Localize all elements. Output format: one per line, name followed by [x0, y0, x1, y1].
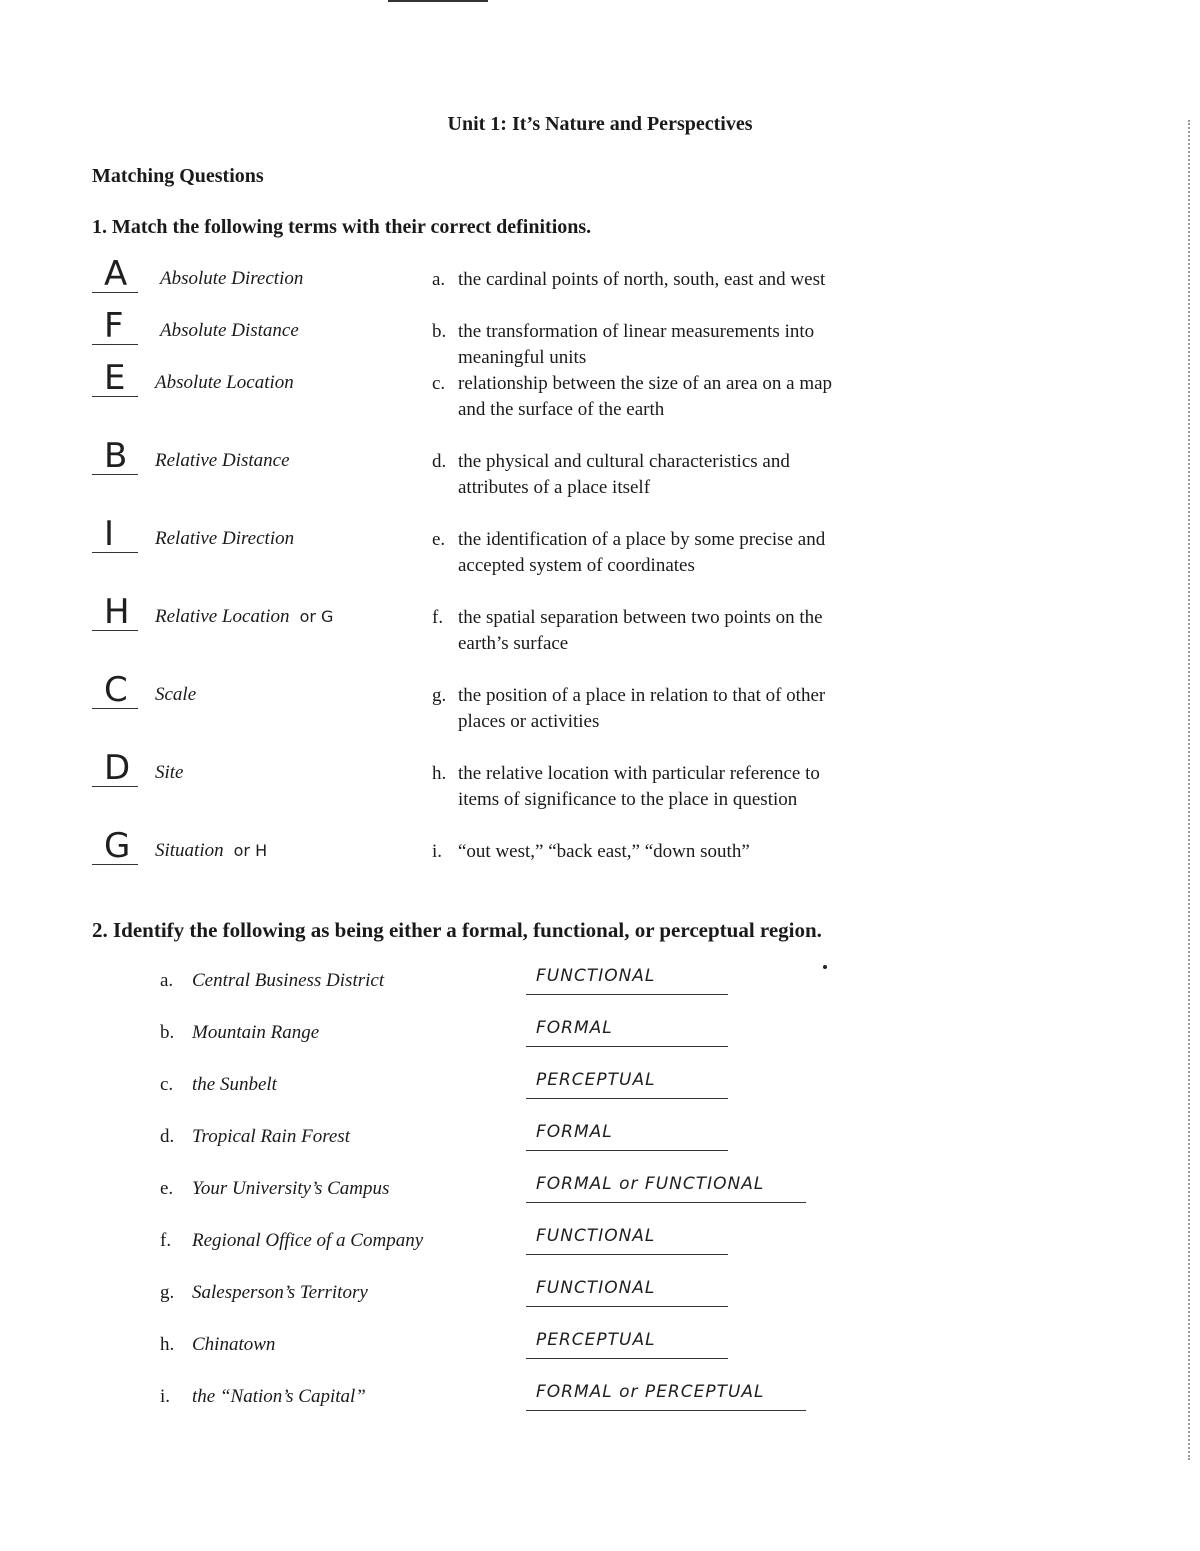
handwritten-region-answer: FORMAL: [536, 1122, 613, 1142]
definition: h. the relative location with particular reference to items of significance to the place in question: [432, 763, 820, 810]
scan-edge-dots: [1188, 120, 1196, 1460]
region-item: f. Regional Office of a Company: [160, 1230, 424, 1251]
handwritten-region-answer: PERCEPTUAL: [536, 1330, 656, 1350]
answer-line: [526, 1306, 728, 1307]
definition: d. the physical and cultural characteristics and attributes of a place itself: [432, 451, 790, 498]
handwritten-answer: G: [104, 826, 131, 866]
region-item: g. Salesperson’s Territory: [160, 1282, 368, 1303]
handwritten-region-answer: FUNCTIONAL: [536, 966, 656, 986]
definition: c. relationship between the size of an area on a map and the surface of the earth: [432, 373, 833, 420]
handwritten-answer: D: [104, 748, 131, 788]
answer-line: [526, 1202, 806, 1203]
handwritten-answer: I: [104, 514, 115, 554]
handwritten-alternate: or G: [299, 607, 334, 626]
definition: f. the spatial separation between two points on the earth’s surface: [432, 607, 823, 654]
definition: e. the identification of a place by some precise and accepted system of coordinates: [432, 529, 826, 576]
question-1-prompt: 1. Match the following terms with their correct definitions.: [92, 216, 592, 238]
question-2-prompt: 2. Identify the following as being either a formal, functional, or perceptual region.: [92, 918, 822, 942]
handwritten-answer: A: [104, 254, 128, 294]
region-item: a. Central Business District: [160, 970, 385, 991]
term-label: Absolute Distance: [160, 320, 299, 341]
region-item: h. Chinatown: [160, 1334, 276, 1355]
term-label: Situation or H: [155, 840, 268, 861]
definition: g. the position of a place in relation to that of other places or activities: [432, 685, 826, 732]
region-item: b. Mountain Range: [160, 1022, 320, 1043]
handwritten-answer: H: [104, 592, 130, 632]
region-item: i. the “Nation’s Capital”: [160, 1386, 366, 1407]
handwritten-alternate: or H: [233, 841, 268, 860]
section-heading: Matching Questions: [92, 165, 264, 187]
handwritten-region-answer: FUNCTIONAL: [536, 1278, 656, 1298]
handwritten-answer: C: [104, 670, 128, 710]
scan-artifact-rule: [388, 0, 488, 2]
term-label: Absolute Location: [155, 372, 294, 393]
handwritten-region-answer: PERCEPTUAL: [536, 1070, 656, 1090]
handwritten-region-answer: FUNCTIONAL: [536, 1226, 656, 1246]
region-item: d. Tropical Rain Forest: [160, 1126, 350, 1147]
answer-line: [526, 1410, 806, 1411]
term-label: Absolute Direction: [160, 268, 304, 289]
answer-line: [526, 1150, 728, 1151]
answer-line: [526, 1098, 728, 1099]
handwritten-answer: B: [104, 436, 128, 476]
handwritten-region-answer: FORMAL or PERCEPTUAL: [536, 1382, 765, 1402]
term-label: Relative Direction: [155, 528, 295, 549]
answer-line: [526, 994, 728, 995]
answer-blank: [92, 552, 138, 553]
answer-line: [526, 1358, 728, 1359]
answer-line: [526, 1046, 728, 1047]
term-label: Scale: [155, 684, 197, 705]
scan-speck: [823, 965, 827, 969]
handwritten-region-answer: FORMAL: [536, 1018, 613, 1038]
definition: b. the transformation of linear measurements into meaningful units: [432, 321, 815, 368]
handwritten-answer: E: [104, 358, 126, 398]
handwritten-answer: F: [104, 306, 124, 346]
page-title: Unit 1: It’s Nature and Perspectives: [447, 113, 753, 135]
handwritten-region-answer: FORMAL or FUNCTIONAL: [536, 1174, 765, 1194]
term-label: Relative Distance: [155, 450, 290, 471]
term-label: Site: [155, 762, 184, 783]
definition: a. the cardinal points of north, south, east and west: [432, 269, 826, 290]
region-item: e. Your University’s Campus: [160, 1178, 390, 1199]
term-label: Relative Location or G: [155, 606, 334, 627]
region-item: c. the Sunbelt: [160, 1074, 277, 1095]
answer-line: [526, 1254, 728, 1255]
definition: i. “out west,” “back east,” “down south”: [432, 841, 750, 862]
